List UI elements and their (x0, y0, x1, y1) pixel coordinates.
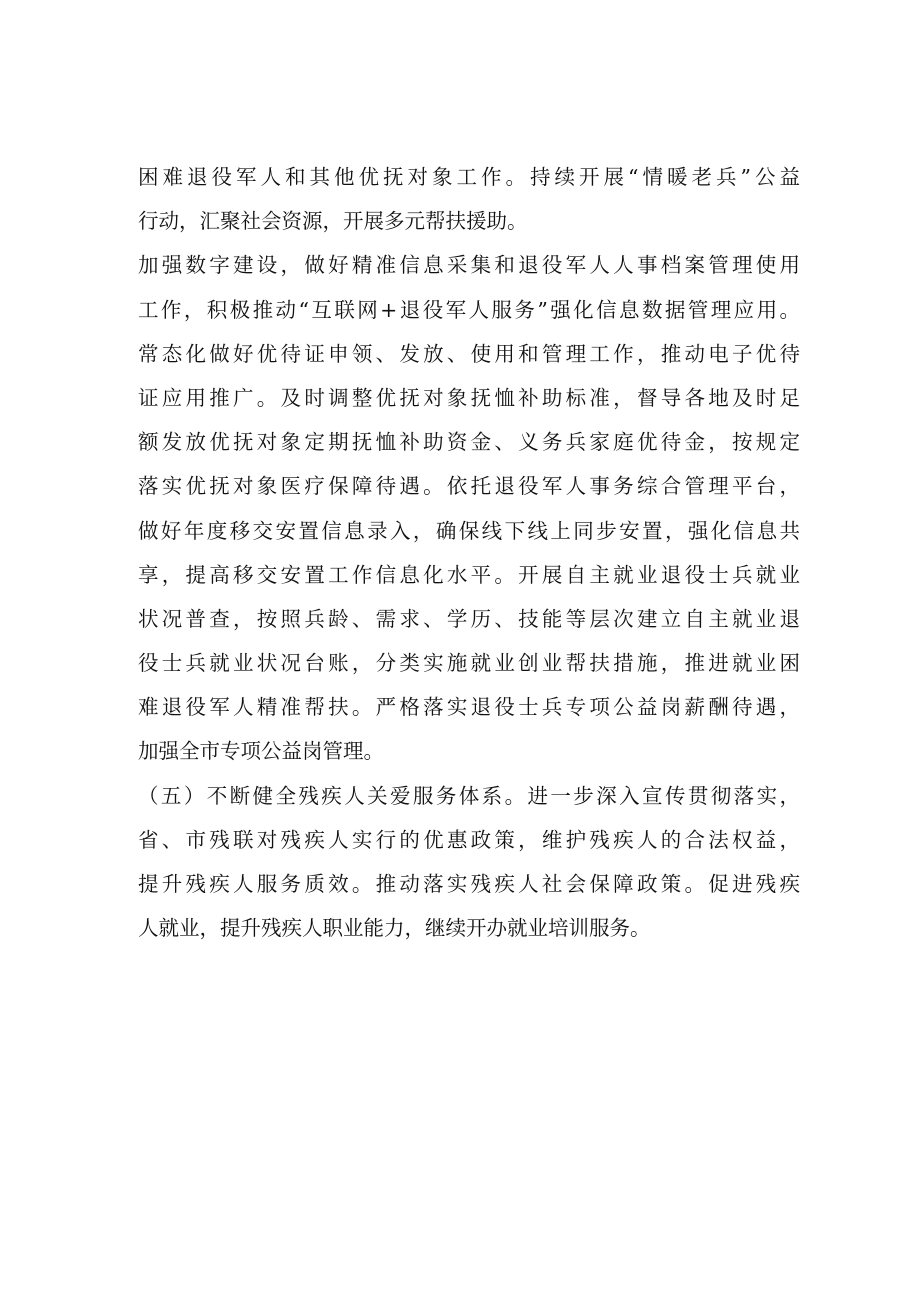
text-line: 行动，汇聚社会资源，开展多元帮扶援助。 (138, 209, 528, 234)
text-line: 省、市残联对残疾人实行的优惠政策，维护残疾人的合法权益， (138, 827, 800, 852)
text-line: 做好年度移交安置信息录入，确保线下线上同步安置，强化信息共 (138, 518, 800, 543)
text-line: 加强全市专项公益岗管理。 (138, 739, 384, 764)
paragraph-1 (138, 155, 800, 243)
document-body (138, 155, 800, 950)
text-line: 状况普查，按照兵龄、需求、学历、技能等层次建立自主就业退 (138, 606, 800, 631)
text-line: 人就业，提升残疾人职业能力，继续开办就业培训服务。 (138, 916, 651, 941)
text-line: 常态化做好优待证申领、发放、使用和管理工作，推动电子优待 (138, 341, 800, 366)
text-line: 证应用推广。及时调整优抚对象抚恤补助标准，督导各地及时足 (138, 385, 800, 410)
text-line: 役士兵就业状况台账，分类实施就业创业帮扶措施，推进就业困 (138, 651, 800, 676)
text-line: 提升残疾人服务质效。推动落实残疾人社会保障政策。促进残疾 (138, 872, 800, 896)
text-line: 落实优抚对象医疗保障待遇。依托退役军人事务综合管理平台， (138, 474, 800, 499)
paragraph-2 (138, 243, 800, 773)
text-line: 享，提高移交安置工作信息化水平。开展自主就业退役士兵就业 (138, 562, 800, 587)
text-line: 额发放优抚对象定期抚恤补助资金、义务兵家庭优待金，按规定 (138, 430, 800, 455)
text-line: （五）不断健全残疾人关爱服务体系。进一步深入宣传贯彻落实， (138, 783, 800, 808)
paragraph-3 (138, 774, 800, 951)
text-line: 困难退役军人和其他优抚对象工作。持续开展“情暖老兵”公益 (138, 165, 800, 189)
text-line: 工作，积极推动“互联网+退役军人服务”强化信息数据管理应用。 (138, 297, 800, 322)
text-line: 难退役军人精准帮扶。严格落实退役士兵专项公益岗薪酬待遇， (138, 695, 800, 720)
text-line: 加强数字建设，做好精准信息采集和退役军人人事档案管理使用 (138, 253, 800, 278)
